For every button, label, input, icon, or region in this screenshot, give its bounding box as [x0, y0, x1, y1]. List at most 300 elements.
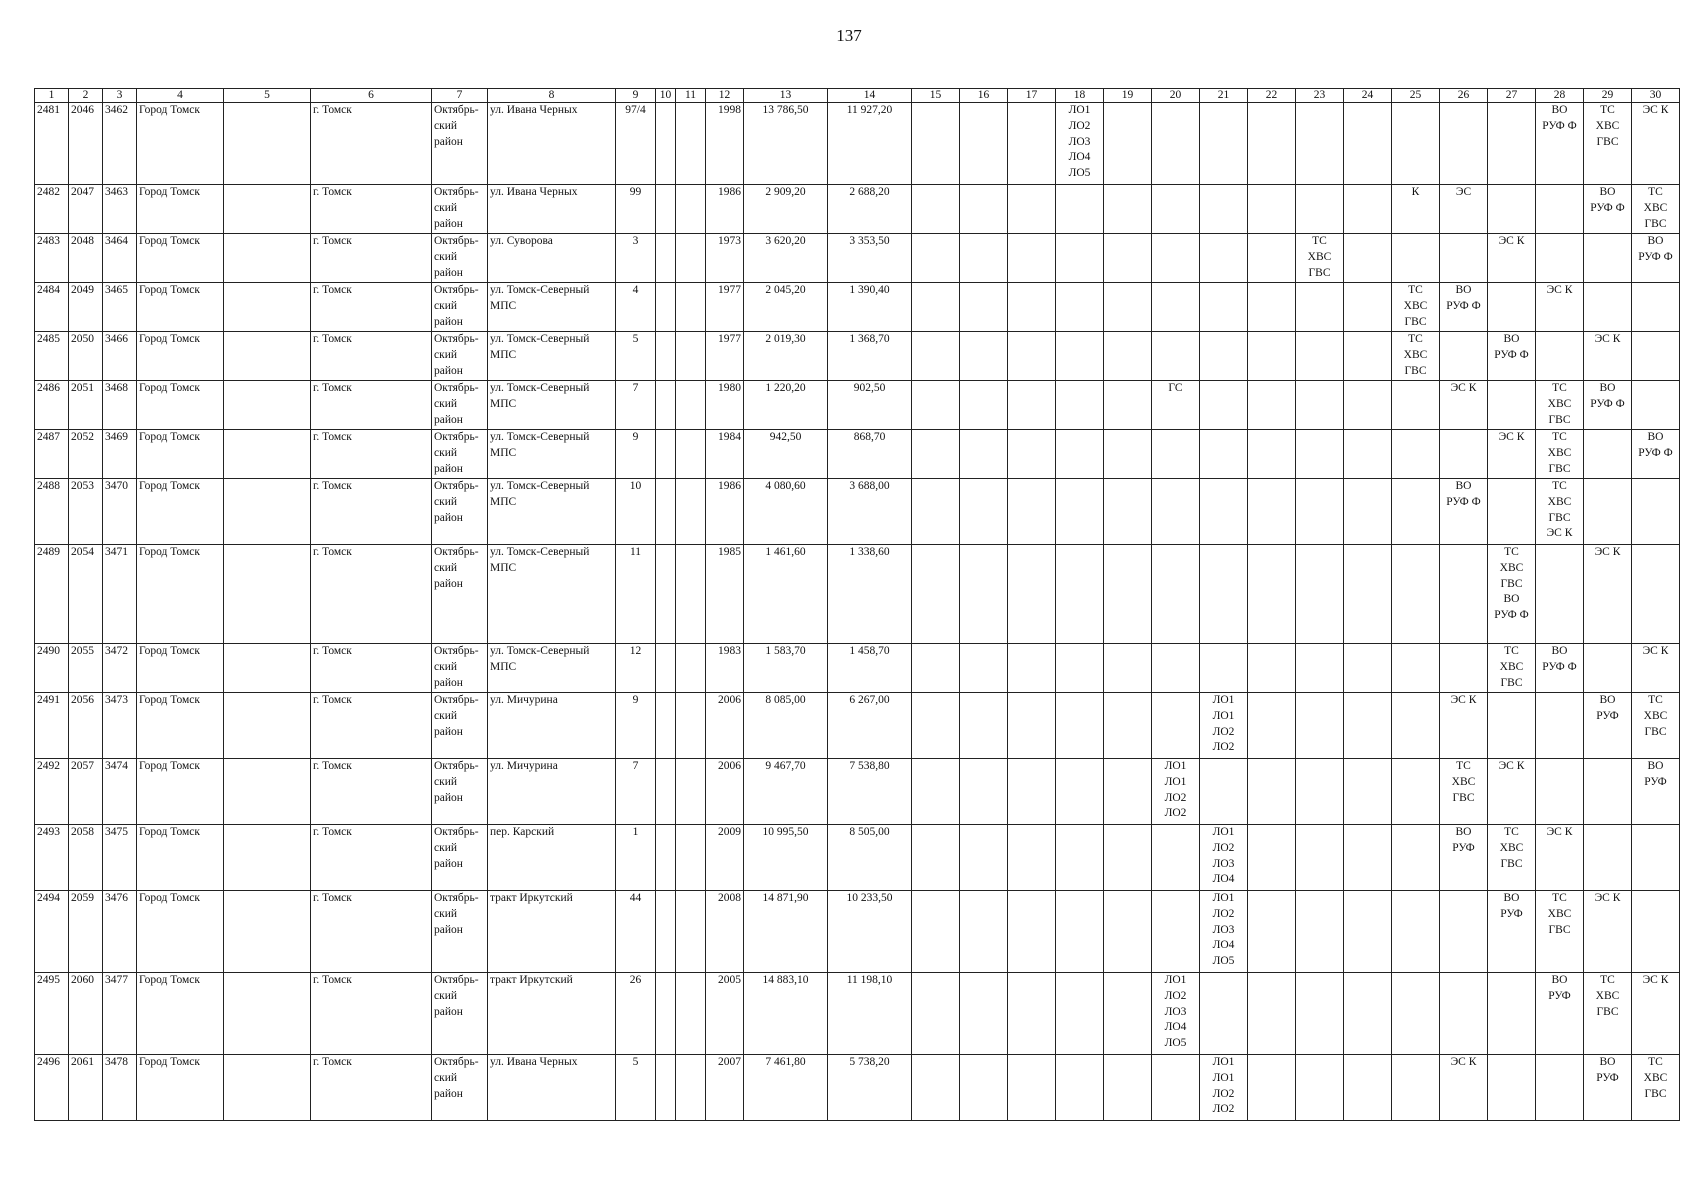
cell-living-area: 2 688,20	[828, 185, 912, 234]
cell-col-28: ВО РУФ Ф	[1536, 644, 1584, 693]
cell-col-5	[224, 759, 311, 825]
column-header-1: 1	[35, 89, 69, 103]
cell-col-27: ЭС К	[1488, 430, 1536, 479]
cell-col-20: ГС	[1152, 381, 1200, 430]
column-header-10: 10	[656, 89, 676, 103]
cell-col-30	[1632, 825, 1680, 891]
cell-col-17	[1008, 644, 1056, 693]
cell-col-15	[912, 103, 960, 185]
cell-col-26: ТС ХВС ГВС	[1440, 759, 1488, 825]
cell-col-15	[912, 891, 960, 973]
cell-col-27	[1488, 283, 1536, 332]
cell-col-16	[960, 891, 1008, 973]
cell-col-25	[1392, 1055, 1440, 1121]
cell-col-19	[1104, 825, 1152, 891]
cell-id-number: 3471	[103, 545, 137, 644]
cell-col-11	[676, 1055, 706, 1121]
cell-col-15	[912, 332, 960, 381]
cell-locality: г. Томск	[311, 103, 432, 185]
cell-reg-number: 2486	[35, 381, 69, 430]
cell-id-number: 3463	[103, 185, 137, 234]
cell-col-19	[1104, 1055, 1152, 1121]
column-header-16: 16	[960, 89, 1008, 103]
cell-street: пер. Карский	[488, 825, 616, 891]
cell-municipality: Город Томск	[137, 644, 224, 693]
cell-old-number: 2046	[69, 103, 103, 185]
cell-id-number: 3476	[103, 891, 137, 973]
column-header-14: 14	[828, 89, 912, 103]
cell-reg-number: 2494	[35, 891, 69, 973]
cell-year-built: 1986	[706, 185, 744, 234]
cell-col-26	[1440, 891, 1488, 973]
column-header-25: 25	[1392, 89, 1440, 103]
cell-col-26: ЭС К	[1440, 693, 1488, 759]
cell-id-number: 3473	[103, 693, 137, 759]
cell-col-28: ВО РУФ	[1536, 973, 1584, 1055]
cell-district: Октябрь- ский район	[432, 1055, 488, 1121]
cell-living-area: 902,50	[828, 381, 912, 430]
cell-municipality: Город Томск	[137, 759, 224, 825]
cell-reg-number: 2489	[35, 545, 69, 644]
cell-col-22	[1248, 479, 1296, 545]
cell-col-30	[1632, 891, 1680, 973]
cell-col-11	[676, 644, 706, 693]
column-header-26: 26	[1440, 89, 1488, 103]
cell-col-25	[1392, 430, 1440, 479]
cell-municipality: Город Томск	[137, 381, 224, 430]
cell-col-20	[1152, 103, 1200, 185]
column-header-19: 19	[1104, 89, 1152, 103]
cell-col-21	[1200, 234, 1248, 283]
cell-col-29: ВО РУФ	[1584, 693, 1632, 759]
cell-total-area: 1 461,60	[744, 545, 828, 644]
table-row	[35, 430, 1680, 479]
cell-col-30: ВО РУФ Ф	[1632, 430, 1680, 479]
cell-living-area: 11 198,10	[828, 973, 912, 1055]
cell-col-20: ЛО1 ЛО1 ЛО2 ЛО2	[1152, 759, 1200, 825]
cell-house-number: 9	[616, 693, 656, 759]
cell-col-22	[1248, 185, 1296, 234]
cell-year-built: 1980	[706, 381, 744, 430]
cell-col-26	[1440, 332, 1488, 381]
cell-living-area: 1 368,70	[828, 332, 912, 381]
cell-col-17	[1008, 103, 1056, 185]
cell-col-24	[1344, 891, 1392, 973]
cell-col-30: ТС ХВС ГВС	[1632, 693, 1680, 759]
cell-col-19	[1104, 479, 1152, 545]
cell-col-15	[912, 479, 960, 545]
cell-municipality: Город Томск	[137, 332, 224, 381]
cell-house-number: 26	[616, 973, 656, 1055]
cell-street: ул. Ивана Черных	[488, 103, 616, 185]
cell-col-18	[1056, 545, 1104, 644]
cell-col-18	[1056, 973, 1104, 1055]
cell-col-11	[676, 973, 706, 1055]
cell-col-23	[1296, 479, 1344, 545]
cell-col-15	[912, 185, 960, 234]
column-header-29: 29	[1584, 89, 1632, 103]
column-header-3: 3	[103, 89, 137, 103]
cell-locality: г. Томск	[311, 479, 432, 545]
cell-col-5	[224, 234, 311, 283]
cell-reg-number: 2492	[35, 759, 69, 825]
cell-col-11	[676, 283, 706, 332]
cell-street: ул. Мичурина	[488, 759, 616, 825]
cell-reg-number: 2484	[35, 283, 69, 332]
cell-year-built: 2008	[706, 891, 744, 973]
cell-id-number: 3469	[103, 430, 137, 479]
cell-col-27: ВО РУФ Ф	[1488, 332, 1536, 381]
cell-year-built: 1977	[706, 283, 744, 332]
cell-district: Октябрь- ский район	[432, 693, 488, 759]
cell-col-17	[1008, 545, 1056, 644]
cell-municipality: Город Томск	[137, 234, 224, 283]
cell-col-29	[1584, 644, 1632, 693]
cell-col-17	[1008, 759, 1056, 825]
cell-col-16	[960, 185, 1008, 234]
cell-col-18	[1056, 825, 1104, 891]
cell-street: ул. Томск-Северный МПС	[488, 479, 616, 545]
cell-col-21: ЛО1 ЛО1 ЛО2 ЛО2	[1200, 693, 1248, 759]
column-header-18: 18	[1056, 89, 1104, 103]
cell-house-number: 44	[616, 891, 656, 973]
cell-col-17	[1008, 430, 1056, 479]
cell-col-25	[1392, 973, 1440, 1055]
cell-col-22	[1248, 283, 1296, 332]
cell-col-23	[1296, 430, 1344, 479]
cell-col-10	[656, 825, 676, 891]
table-row	[35, 644, 1680, 693]
cell-col-11	[676, 479, 706, 545]
cell-col-19	[1104, 973, 1152, 1055]
cell-col-20	[1152, 283, 1200, 332]
cell-district: Октябрь- ский район	[432, 103, 488, 185]
table-row	[35, 693, 1680, 759]
cell-old-number: 2051	[69, 381, 103, 430]
cell-col-5	[224, 185, 311, 234]
cell-col-16	[960, 381, 1008, 430]
cell-old-number: 2047	[69, 185, 103, 234]
cell-col-16	[960, 693, 1008, 759]
cell-col-28: ТС ХВС ГВС ЭС К	[1536, 479, 1584, 545]
cell-locality: г. Томск	[311, 891, 432, 973]
cell-col-17	[1008, 283, 1056, 332]
cell-col-30	[1632, 479, 1680, 545]
cell-year-built: 1985	[706, 545, 744, 644]
cell-col-11	[676, 545, 706, 644]
cell-col-28	[1536, 545, 1584, 644]
cell-col-30: ВО РУФ	[1632, 759, 1680, 825]
cell-col-17	[1008, 479, 1056, 545]
cell-col-29: ВО РУФ Ф	[1584, 185, 1632, 234]
cell-municipality: Город Томск	[137, 103, 224, 185]
cell-living-area: 868,70	[828, 430, 912, 479]
cell-district: Октябрь- ский район	[432, 825, 488, 891]
cell-col-29	[1584, 430, 1632, 479]
cell-col-28	[1536, 234, 1584, 283]
cell-total-area: 2 045,20	[744, 283, 828, 332]
column-header-12: 12	[706, 89, 744, 103]
cell-col-24	[1344, 545, 1392, 644]
cell-col-22	[1248, 545, 1296, 644]
cell-col-15	[912, 644, 960, 693]
cell-col-20	[1152, 332, 1200, 381]
cell-col-24	[1344, 759, 1392, 825]
cell-col-5	[224, 283, 311, 332]
cell-col-10	[656, 234, 676, 283]
cell-municipality: Город Томск	[137, 430, 224, 479]
cell-col-30: ЭС К	[1632, 973, 1680, 1055]
cell-house-number: 7	[616, 759, 656, 825]
cell-col-5	[224, 1055, 311, 1121]
cell-col-5	[224, 825, 311, 891]
cell-total-area: 9 467,70	[744, 759, 828, 825]
cell-col-20	[1152, 479, 1200, 545]
cell-living-area: 1 338,60	[828, 545, 912, 644]
cell-col-29: ЭС К	[1584, 891, 1632, 973]
cell-col-26: ВО РУФ Ф	[1440, 479, 1488, 545]
cell-col-28: ЭС К	[1536, 825, 1584, 891]
cell-col-11	[676, 759, 706, 825]
cell-col-17	[1008, 825, 1056, 891]
cell-col-21	[1200, 332, 1248, 381]
cell-col-20	[1152, 825, 1200, 891]
cell-col-10	[656, 891, 676, 973]
cell-col-18	[1056, 185, 1104, 234]
cell-reg-number: 2491	[35, 693, 69, 759]
cell-col-24	[1344, 479, 1392, 545]
column-header-22: 22	[1248, 89, 1296, 103]
cell-col-27: ТС ХВС ГВС ВО РУФ Ф	[1488, 545, 1536, 644]
cell-col-23	[1296, 973, 1344, 1055]
cell-year-built: 1984	[706, 430, 744, 479]
cell-col-29	[1584, 479, 1632, 545]
cell-col-23	[1296, 825, 1344, 891]
cell-col-16	[960, 545, 1008, 644]
cell-col-17	[1008, 973, 1056, 1055]
cell-col-23	[1296, 103, 1344, 185]
cell-col-26: ЭС	[1440, 185, 1488, 234]
cell-total-area: 8 085,00	[744, 693, 828, 759]
column-header-6: 6	[311, 89, 432, 103]
cell-col-10	[656, 103, 676, 185]
cell-col-25: ТС ХВС ГВС	[1392, 332, 1440, 381]
cell-old-number: 2052	[69, 430, 103, 479]
cell-living-area: 10 233,50	[828, 891, 912, 973]
cell-col-19	[1104, 185, 1152, 234]
cell-col-16	[960, 973, 1008, 1055]
cell-col-15	[912, 825, 960, 891]
cell-col-21	[1200, 283, 1248, 332]
cell-col-27	[1488, 479, 1536, 545]
cell-house-number: 12	[616, 644, 656, 693]
register-table	[34, 88, 1680, 1121]
column-header-2: 2	[69, 89, 103, 103]
cell-living-area: 3 353,50	[828, 234, 912, 283]
cell-col-18	[1056, 693, 1104, 759]
column-header-27: 27	[1488, 89, 1536, 103]
cell-col-5	[224, 891, 311, 973]
cell-col-19	[1104, 234, 1152, 283]
cell-old-number: 2061	[69, 1055, 103, 1121]
cell-col-27: ТС ХВС ГВС	[1488, 825, 1536, 891]
cell-col-11	[676, 103, 706, 185]
cell-street: ул. Томск-Северный МПС	[488, 644, 616, 693]
cell-locality: г. Томск	[311, 545, 432, 644]
cell-col-11	[676, 693, 706, 759]
cell-col-27	[1488, 1055, 1536, 1121]
cell-col-25	[1392, 103, 1440, 185]
cell-col-20	[1152, 644, 1200, 693]
cell-col-24	[1344, 185, 1392, 234]
cell-col-20: ЛО1 ЛО2 ЛО3 ЛО4 ЛО5	[1152, 973, 1200, 1055]
cell-total-area: 14 883,10	[744, 973, 828, 1055]
cell-col-19	[1104, 103, 1152, 185]
cell-id-number: 3466	[103, 332, 137, 381]
cell-house-number: 10	[616, 479, 656, 545]
cell-house-number: 5	[616, 1055, 656, 1121]
cell-col-23	[1296, 545, 1344, 644]
cell-col-17	[1008, 693, 1056, 759]
cell-col-19	[1104, 693, 1152, 759]
cell-district: Октябрь- ский район	[432, 234, 488, 283]
cell-locality: г. Томск	[311, 759, 432, 825]
cell-street: ул. Томск-Северный МПС	[488, 381, 616, 430]
cell-col-26: ВО РУФ Ф	[1440, 283, 1488, 332]
cell-col-24	[1344, 283, 1392, 332]
cell-col-5	[224, 545, 311, 644]
table-row	[35, 825, 1680, 891]
cell-total-area: 10 995,50	[744, 825, 828, 891]
cell-col-28	[1536, 693, 1584, 759]
cell-col-24	[1344, 103, 1392, 185]
cell-col-18	[1056, 479, 1104, 545]
cell-col-28: ТС ХВС ГВС	[1536, 381, 1584, 430]
table-row	[35, 185, 1680, 234]
cell-col-19	[1104, 644, 1152, 693]
cell-id-number: 3462	[103, 103, 137, 185]
column-header-5: 5	[224, 89, 311, 103]
cell-street: ул. Суворова	[488, 234, 616, 283]
cell-col-28: ВО РУФ Ф	[1536, 103, 1584, 185]
cell-locality: г. Томск	[311, 332, 432, 381]
cell-col-21	[1200, 973, 1248, 1055]
cell-district: Октябрь- ский район	[432, 973, 488, 1055]
cell-col-27	[1488, 103, 1536, 185]
cell-col-11	[676, 825, 706, 891]
cell-col-29	[1584, 283, 1632, 332]
cell-col-21	[1200, 479, 1248, 545]
cell-col-10	[656, 430, 676, 479]
cell-col-17	[1008, 1055, 1056, 1121]
cell-id-number: 3470	[103, 479, 137, 545]
column-header-24: 24	[1344, 89, 1392, 103]
column-header-13: 13	[744, 89, 828, 103]
cell-house-number: 1	[616, 825, 656, 891]
cell-col-26	[1440, 545, 1488, 644]
cell-year-built: 1986	[706, 479, 744, 545]
cell-old-number: 2055	[69, 644, 103, 693]
cell-old-number: 2054	[69, 545, 103, 644]
cell-year-built: 1973	[706, 234, 744, 283]
cell-col-19	[1104, 283, 1152, 332]
cell-col-26: ВО РУФ	[1440, 825, 1488, 891]
cell-col-18	[1056, 430, 1104, 479]
cell-district: Октябрь- ский район	[432, 644, 488, 693]
cell-locality: г. Томск	[311, 283, 432, 332]
cell-total-area: 3 620,20	[744, 234, 828, 283]
cell-locality: г. Томск	[311, 430, 432, 479]
cell-col-22	[1248, 644, 1296, 693]
cell-id-number: 3468	[103, 381, 137, 430]
column-number-row	[35, 89, 1680, 103]
cell-col-30	[1632, 381, 1680, 430]
cell-municipality: Город Томск	[137, 693, 224, 759]
cell-col-5	[224, 479, 311, 545]
table-row	[35, 545, 1680, 644]
cell-id-number: 3464	[103, 234, 137, 283]
cell-col-28	[1536, 1055, 1584, 1121]
cell-col-5	[224, 973, 311, 1055]
cell-col-16	[960, 234, 1008, 283]
cell-total-area: 1 583,70	[744, 644, 828, 693]
cell-col-26	[1440, 973, 1488, 1055]
cell-col-22	[1248, 759, 1296, 825]
cell-col-19	[1104, 891, 1152, 973]
cell-col-10	[656, 644, 676, 693]
cell-col-26	[1440, 234, 1488, 283]
cell-col-15	[912, 545, 960, 644]
cell-reg-number: 2485	[35, 332, 69, 381]
cell-col-26: ЭС К	[1440, 1055, 1488, 1121]
cell-col-19	[1104, 430, 1152, 479]
cell-street: тракт Иркутский	[488, 973, 616, 1055]
cell-col-17	[1008, 332, 1056, 381]
table-row	[35, 283, 1680, 332]
cell-total-area: 7 461,80	[744, 1055, 828, 1121]
cell-col-15	[912, 381, 960, 430]
cell-col-27: ВО РУФ	[1488, 891, 1536, 973]
cell-col-18: ЛО1 ЛО2 ЛО3 ЛО4 ЛО5	[1056, 103, 1104, 185]
table-row	[35, 973, 1680, 1055]
cell-col-21: ЛО1 ЛО2 ЛО3 ЛО4 ЛО5	[1200, 891, 1248, 973]
cell-col-15	[912, 759, 960, 825]
cell-col-10	[656, 381, 676, 430]
cell-living-area: 7 538,80	[828, 759, 912, 825]
table-row	[35, 891, 1680, 973]
cell-col-29: ТС ХВС ГВС	[1584, 973, 1632, 1055]
cell-col-11	[676, 891, 706, 973]
cell-year-built: 1998	[706, 103, 744, 185]
cell-col-29: ВО РУФ	[1584, 1055, 1632, 1121]
cell-col-22	[1248, 234, 1296, 283]
cell-reg-number: 2496	[35, 1055, 69, 1121]
cell-col-23: ТС ХВС ГВС	[1296, 234, 1344, 283]
cell-col-24	[1344, 234, 1392, 283]
cell-col-18	[1056, 381, 1104, 430]
cell-col-19	[1104, 381, 1152, 430]
cell-col-17	[1008, 185, 1056, 234]
cell-col-22	[1248, 1055, 1296, 1121]
cell-col-25	[1392, 759, 1440, 825]
cell-col-21: ЛО1 ЛО2 ЛО3 ЛО4	[1200, 825, 1248, 891]
cell-col-23	[1296, 381, 1344, 430]
cell-district: Октябрь- ский район	[432, 185, 488, 234]
cell-col-25	[1392, 693, 1440, 759]
cell-col-26	[1440, 644, 1488, 693]
cell-old-number: 2048	[69, 234, 103, 283]
cell-col-10	[656, 759, 676, 825]
